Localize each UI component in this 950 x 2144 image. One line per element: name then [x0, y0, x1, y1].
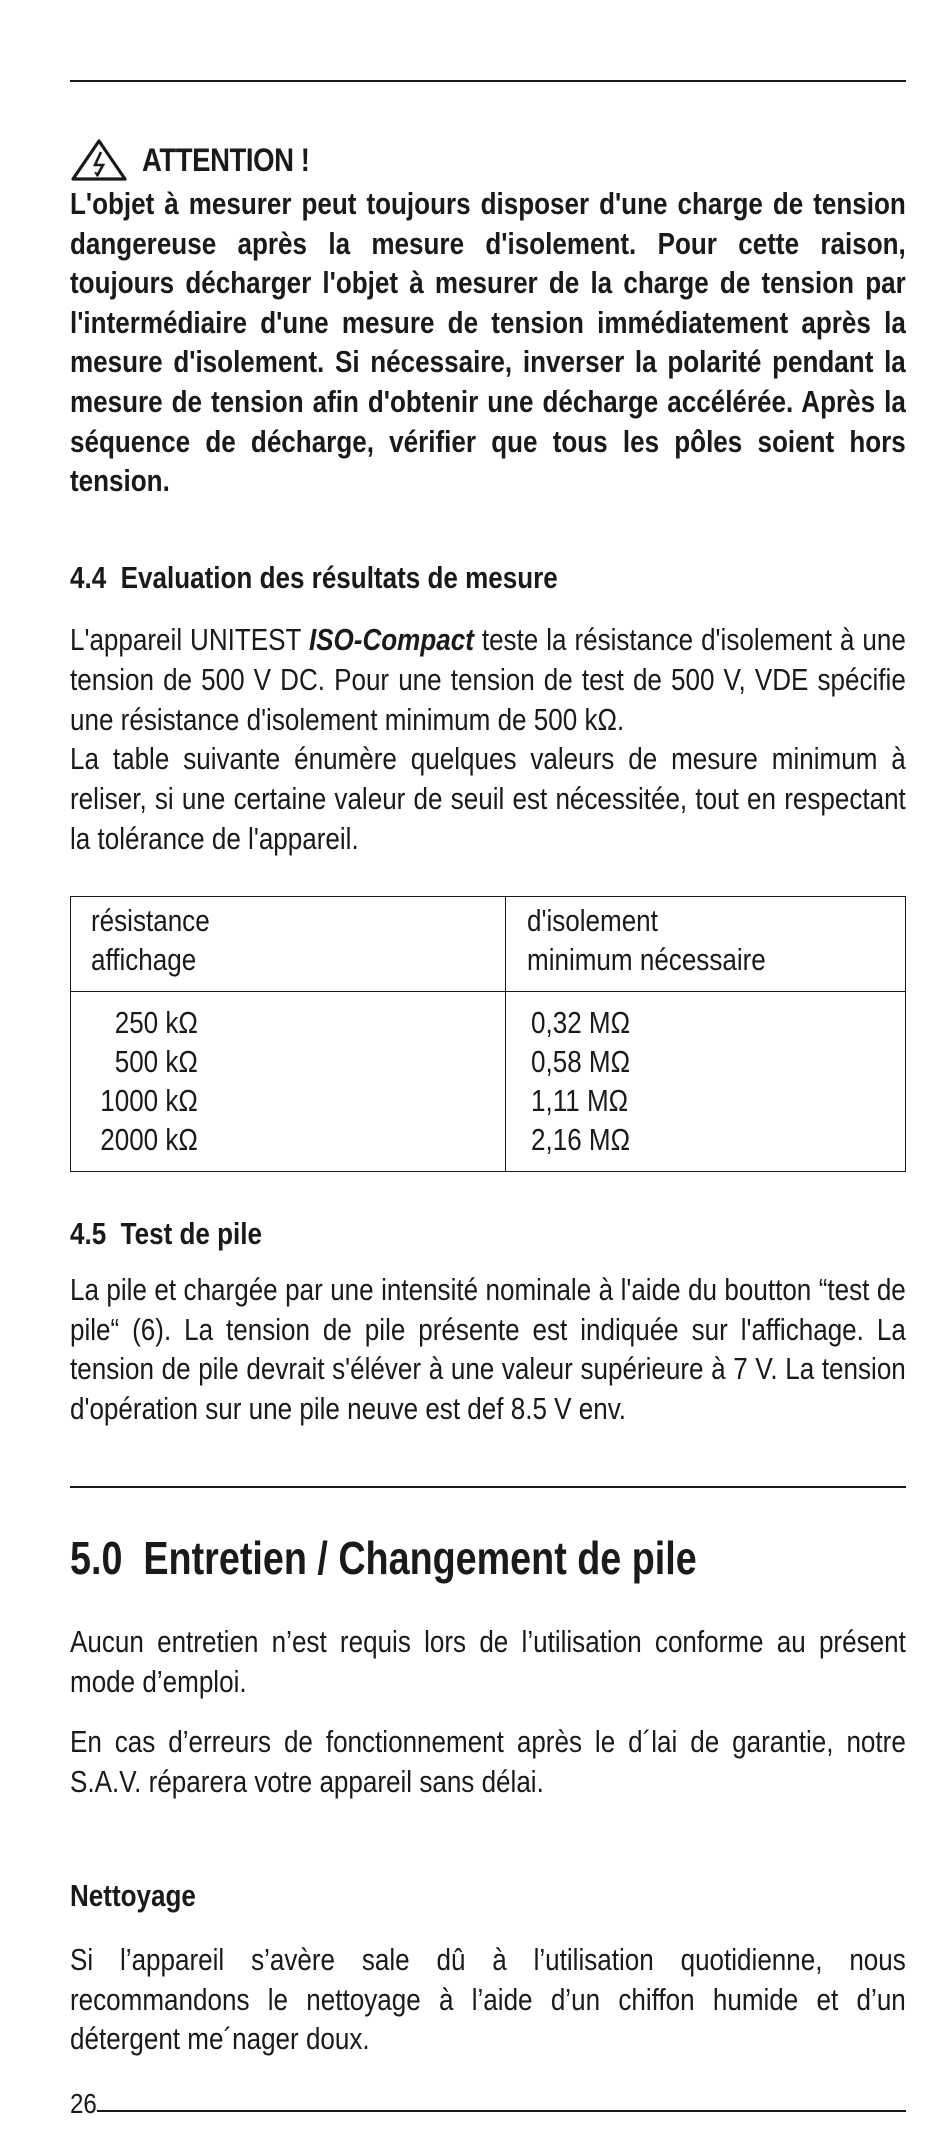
table-header-left-line-2: affichage [91, 942, 197, 977]
table-header-left-line-1: résistance [91, 903, 210, 938]
manual-page [70, 0, 906, 2144]
table-cell: 1,11 MΩ [531, 1083, 629, 1118]
table-header-divider [71, 991, 905, 992]
table-header-right [527, 901, 766, 979]
section-4-4-heading: 4.4 Evaluation des résultats de mesure [70, 560, 558, 595]
section-4-5-body-wrap [70, 1270, 906, 1428]
product-name: ISO-Compact [308, 622, 474, 657]
table-cell: 0,58 MΩ [531, 1044, 631, 1079]
table-header-left [91, 901, 210, 979]
attention-title: ATTENTION ! [142, 141, 310, 178]
cleaning-paragraph: Si l’appareil s’avère sale dû à l’utilisation quotidienne, nous recommandons le nettoyage à l’aide d’un chiffon humide et d’un détergent me´nager doux. [70, 1942, 906, 2057]
cleaning-heading-wrap [70, 1876, 906, 1916]
table-cell: 500 kΩ [114, 1044, 198, 1079]
table-cell: 0,32 MΩ [531, 1005, 631, 1040]
para-post: teste la résistance d'isolement à une tension de 500 V DC. Pour une tension de test de 500 V, VDE spécifie une résistance d'isolement minimum de 500 kΩ. [70, 622, 906, 737]
table-header-right-line-1: d'isolement [527, 903, 658, 938]
footer-rule [97, 2110, 906, 2112]
page-number: 26 [70, 2088, 97, 2119]
table-displayed-values [87, 1003, 198, 1159]
table-minimum-values [531, 1003, 630, 1159]
table-cell: 2000 kΩ [100, 1122, 198, 1157]
section-4-5-heading-wrap [70, 1214, 906, 1254]
section-divider [70, 1486, 906, 1488]
cleaning-heading: Nettoyage [70, 1878, 196, 1913]
section-4-4-paragraph-2: La table suivante énumère quelques valeurs de mesure minimum à reliser, si une certaine valeur de seuil est nécessitée, tout en respectant la tolérance de l'appareil. [70, 741, 906, 856]
section-5-0-paragraph-2-wrap [70, 1722, 906, 1801]
attention-header [70, 138, 906, 182]
section-4-4-heading-wrap [70, 558, 906, 598]
table-cell: 1000 kΩ [100, 1083, 198, 1118]
table-cell: 2,16 MΩ [531, 1122, 631, 1157]
section-4-5-paragraph: La pile et chargée par une intensité nominale à l'aide du boutton “test de pile“ (6). La tension de pile présente est indiquée sur l'affichage. La tension de pile devrait s'éléver à une valeur supérieure à 7 V. La tension d'opération sur une pile neuve est def 8.5 V env. [70, 1272, 906, 1426]
warning-lightning-icon [70, 138, 128, 182]
resistance-table [70, 896, 906, 1172]
table-column-divider [505, 897, 506, 1171]
para-pre: L'appareil UNITEST [70, 622, 309, 657]
section-5-0-paragraph-1-wrap [70, 1622, 906, 1701]
top-divider [70, 80, 906, 82]
page-footer [70, 2080, 906, 2120]
table-header-right-line-2: minimum nécessaire [527, 942, 766, 977]
attention-body-wrap [70, 184, 906, 501]
section-4-4-body [70, 620, 906, 859]
section-4-5-heading: 4.5 Test de pile [70, 1216, 263, 1251]
section-5-0-heading: 5.0 Entretien / Changement de pile [70, 1532, 697, 1584]
attention-body: L'objet à mesurer peut toujours disposer d'une charge de tension dangereuse après la mesure d'isolement. Pour cette raison, toujours décharger l'objet à mesurer de la charge de tension par l'intermédiaire d'une mesure de tension immédiatement après la mesure d'isolement. Si nécessaire, inverser la polarité pendant la mesure de tension afin d'obtenir une décharge accélérée. Après la séquence de décharge, vérifier que tous les pôles soient hors tension. [70, 186, 906, 499]
section-5-0-paragraph-2: En cas d’erreurs de fonctionnement après le d´lai de garantie, notre S.A.V. réparera votre appareil sans délai. [70, 1724, 906, 1799]
section-4-4-paragraph-1 [70, 620, 906, 739]
section-5-0-paragraph-1: Aucun entretien n’est requis lors de l’utilisation conforme au présent mode d’emploi. [70, 1624, 906, 1699]
cleaning-paragraph-wrap [70, 1940, 906, 2059]
table-cell: 250 kΩ [114, 1005, 198, 1040]
